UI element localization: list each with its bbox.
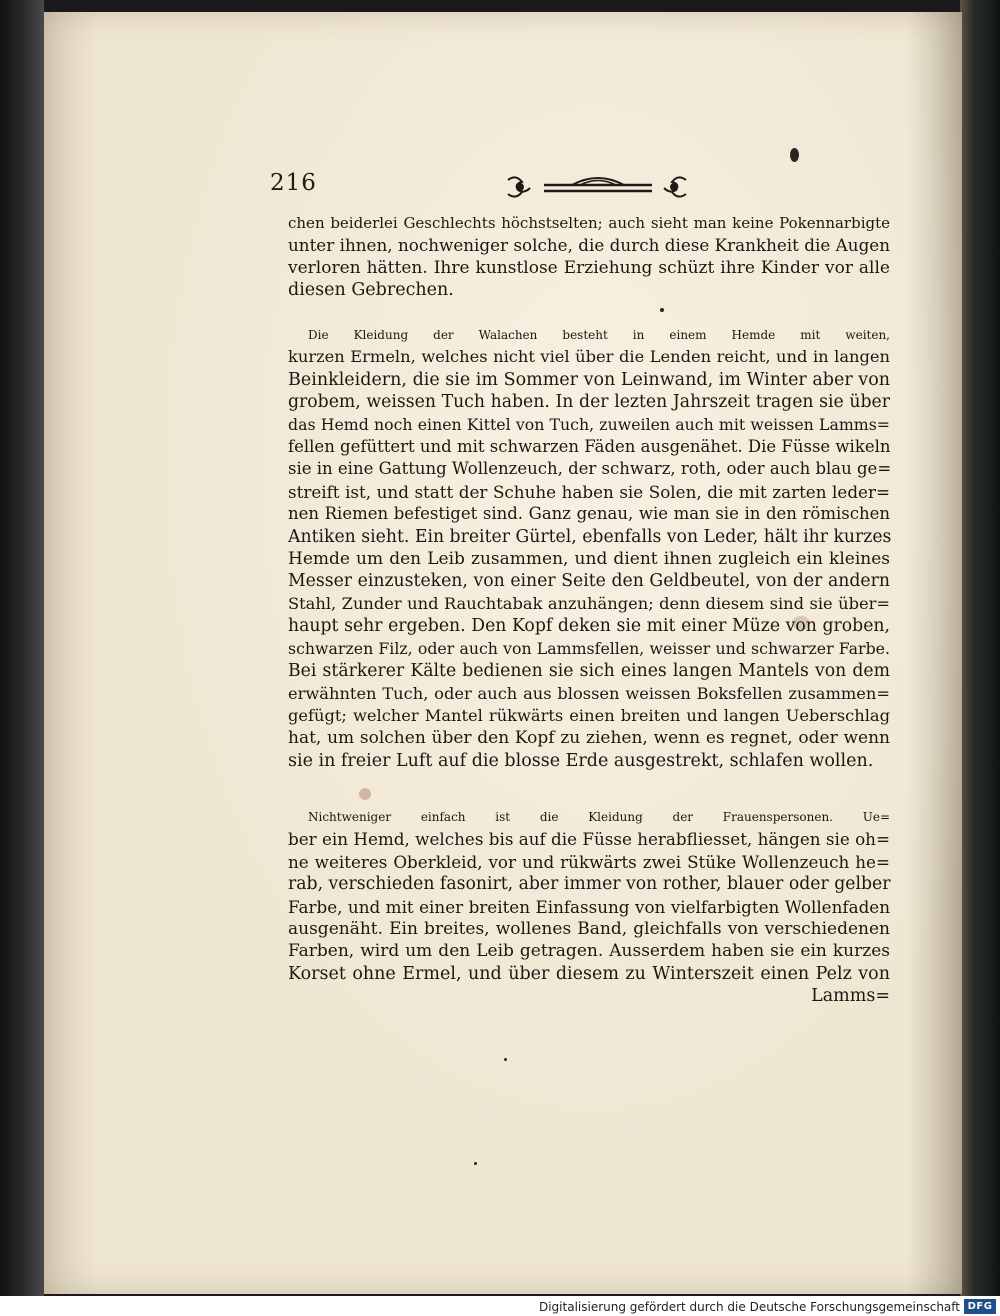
- text-line: Beinkleidern, die sie im Sommer von Leinwand, im Winter aber von: [288, 369, 890, 390]
- page-number: 216: [270, 170, 317, 196]
- text-line: erwähnten Tuch, oder auch aus blossen weissen Boksfellen zusammen=: [288, 683, 890, 703]
- text-line: Bei stärkerer Kälte bedienen sie sich eines langen Mantels von dem: [288, 661, 890, 682]
- ink-spot: [660, 308, 664, 312]
- header-ornament-icon: [502, 172, 692, 202]
- ink-spot: [474, 1162, 477, 1165]
- text-line: gefügt; welcher Mantel rükwärts einen breiten und langen Ueberschlag: [288, 705, 890, 725]
- text-line: Korset ohne Ermel, und über diesem zu Winterszeit einen Pelz von: [288, 963, 890, 984]
- book-spine-left: [0, 0, 44, 1296]
- paragraph-3: [288, 806, 890, 1008]
- text-line: diesen Gebrechen.: [288, 280, 454, 301]
- text-line: Antiken sieht. Ein breiter Gürtel, ebenfalls von Leder, hält ihr kurzes: [288, 526, 892, 547]
- footer-bar: [0, 1296, 1000, 1316]
- text-line: verloren hätten. Ihre kunstlose Erziehung schüzt ihre Kinder vor alle: [288, 257, 890, 278]
- catchword: Lamms=: [811, 986, 890, 1007]
- text-line: rab, verschieden fasonirt, aber immer von rother, blauer oder gelber: [288, 874, 891, 895]
- paragraph-2: [288, 324, 890, 772]
- digitization-credit: Digitalisierung gefördert durch die Deutsche Forschungsgemeinschaft: [538, 1300, 960, 1314]
- text-line: ausgenäht. Ein breites, wollenes Band, gleichfalls von verschiedenen: [288, 919, 890, 940]
- text-line: schwarzen Filz, oder auch von Lammsfellen, weisser und schwarzer Farbe.: [288, 638, 890, 658]
- text-line: fellen gefüttert und mit schwarzen Fäden ausgenähet. Die Füsse wikeln: [288, 437, 891, 457]
- text-line: kurzen Ermeln, welches nicht viel über die Lenden reicht, und in langen: [288, 347, 890, 367]
- text-line: das Hemd noch einen Kittel von Tuch, zuweilen auch mit weissen Lamms=: [288, 414, 890, 434]
- text-line: ber ein Hemd, welches bis auf die Füsse herabfliesset, hängen sie oh=: [288, 829, 890, 850]
- text-line: chen beiderlei Geschlechts höchstselten; auch sieht man keine Pokennarbigte: [288, 214, 890, 232]
- ink-spot: [790, 148, 799, 162]
- text-line: Nichtweniger einfach ist die Kleidung der Frauenspersonen. Ue=: [308, 810, 890, 824]
- ink-spot: [504, 1058, 507, 1061]
- book-edge-right: [960, 0, 1000, 1296]
- text-line: Farben, wird um den Leib getragen. Ausserdem haben sie ein kurzes: [288, 941, 890, 962]
- text-line: sie in freier Luft auf die blosse Erde ausgestrekt, schlafen wollen.: [288, 750, 874, 771]
- text-line: unter ihnen, nochweniger solche, die durch diese Krankheit die Augen: [288, 235, 890, 256]
- dfg-logo-icon: DFG: [964, 1299, 996, 1314]
- text-line: Messer einzusteken, von einer Seite den Geldbeutel, von der andern: [288, 571, 890, 592]
- page-header: [270, 168, 888, 208]
- text-line: grobem, weissen Tuch haben. In der lezten Jahrszeit tragen sie über: [288, 392, 890, 413]
- paragraph-1: [288, 212, 890, 302]
- text-line: hat, um solchen über den Kopf zu ziehen, wenn es regnet, oder wenn: [288, 728, 890, 749]
- text-line: Hemde um den Leib zusammen, und dient ihnen zugleich ein kleines: [288, 549, 890, 570]
- text-line: haupt sehr ergeben. Den Kopf deken sie mit einer Müze von groben,: [288, 616, 890, 637]
- text-line: Stahl, Zunder und Rauchtabak anzuhängen; denn diesem sind sie über=: [288, 593, 890, 613]
- text-line: nen Riemen befestiget sind. Ganz genau, wie man sie in den römischen: [288, 504, 890, 524]
- text-line: Die Kleidung der Walachen besteht in einem Hemde mit weiten,: [308, 328, 890, 342]
- text-line: ne weiteres Oberkleid, vor und rükwärts zwei Stüke Wollenzeuch he=: [288, 851, 890, 872]
- paper-stain: [359, 788, 371, 800]
- text-line: Farbe, und mit einer breiten Einfassung von vielfarbigten Wollenfaden: [288, 896, 890, 917]
- text-line: sie in eine Gattung Wollenzeuch, der schwarz, roth, oder auch blau ge=: [288, 459, 892, 479]
- text-line: streift ist, und statt der Schuhe haben sie Solen, die mit zarten leder=: [288, 481, 890, 502]
